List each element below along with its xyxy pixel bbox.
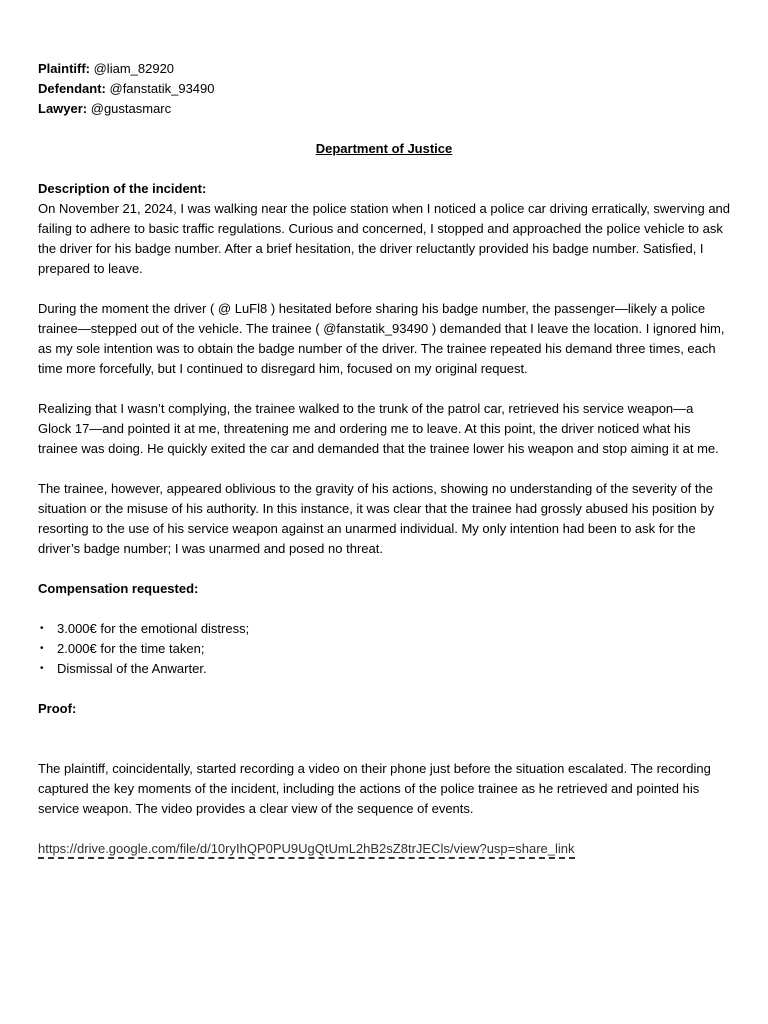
- incident-paragraph-4: The trainee, however, appeared oblivious to the gravity of his actions, showing no understanding of the severity of the situation or the misuse of his authority. In this instance, it was clear that the trainee had grossly abused his position by resorting to the use of his service weapon against an unarmed individual. My only intention had been to ask for the driver’s badge number; I was unarmed and posed no threat.: [38, 481, 715, 556]
- plaintiff-value: @liam_82920: [90, 61, 175, 76]
- lawyer-label: Lawyer:: [38, 101, 88, 116]
- lawyer-line: [38, 99, 730, 119]
- page-title: Department of Justice: [315, 141, 453, 156]
- proof-link-line: [38, 839, 730, 859]
- list-item: • Dismissal of the Anwarter.: [40, 661, 207, 676]
- defendant-value: @fanstatik_93490: [105, 81, 215, 96]
- list-item: • 3.000€ for the emotional distress;: [40, 621, 250, 636]
- incident-paragraph-3: Realizing that I wasn’t complying, the trainee walked to the trunk of the patrol car, retrieved his service weapon—a Glock 17—and pointed it at me, threatening me and ordering me to leave. At this point, the driver noticed what his trainee was doing. He quickly exited the car and demanded that the trainee lower his weapon and stop aiming it at me.: [38, 401, 719, 456]
- lawyer-value: @gustasmarc: [87, 101, 172, 116]
- compensation-item-2: 2.000€ for the time taken;: [57, 641, 205, 656]
- plaintiff-line: [38, 59, 730, 79]
- compensation-list: [38, 619, 730, 679]
- incident-heading: Description of the incident:: [38, 181, 207, 196]
- compensation-item-1: 3.000€ for the emotional distress;: [57, 621, 250, 636]
- compensation-heading: Compensation requested:: [38, 581, 199, 596]
- proof-heading: Proof:: [38, 701, 77, 716]
- proof-video-link[interactable]: https://drive.google.com/file/d/10ryIhQP0PU9UgQtUmL2hB2sZ8trJECls/view?usp=share_link: [38, 841, 575, 859]
- defendant-label: Defendant:: [38, 81, 106, 96]
- incident-paragraph-1: On November 21, 2024, I was walking near the police station when I noticed a police car driving erratically, swerving and failing to adhere to basic traffic regulations. Curious and concerned, I stopped and approached the police vehicle to ask the driver for his badge number. After a brief hesitation, the driver reluctantly provided his badge number. Satisfied, I prepared to leave.: [38, 201, 731, 276]
- incident-paragraph-2: During the moment the driver ( @ LuFl8 ) hesitated before sharing his badge number, the passenger—likely a police trainee—stepped out of the vehicle. The trainee ( @fanstatik_93490 ) demanded that I leave the location. I ignored him, as my sole intention was to obtain the badge number of the driver. The trainee repeated his demand three times, each time more forcefully, but I continued to disregard him, focused on my original request.: [38, 301, 725, 376]
- plaintiff-label: Plaintiff:: [38, 61, 90, 76]
- defendant-line: [38, 79, 730, 99]
- compensation-item-3: Dismissal of the Anwarter.: [57, 661, 207, 676]
- list-item: • 2.000€ for the time taken;: [40, 641, 205, 656]
- proof-paragraph: The plaintiff, coincidentally, started recording a video on their phone just before the situation escalated. The recording captured the key moments of the incident, including the actions of the police trainee as he retrieved and pointed his service weapon. The video provides a clear view of the sequence of events.: [38, 761, 711, 816]
- title-wrap: [38, 139, 730, 159]
